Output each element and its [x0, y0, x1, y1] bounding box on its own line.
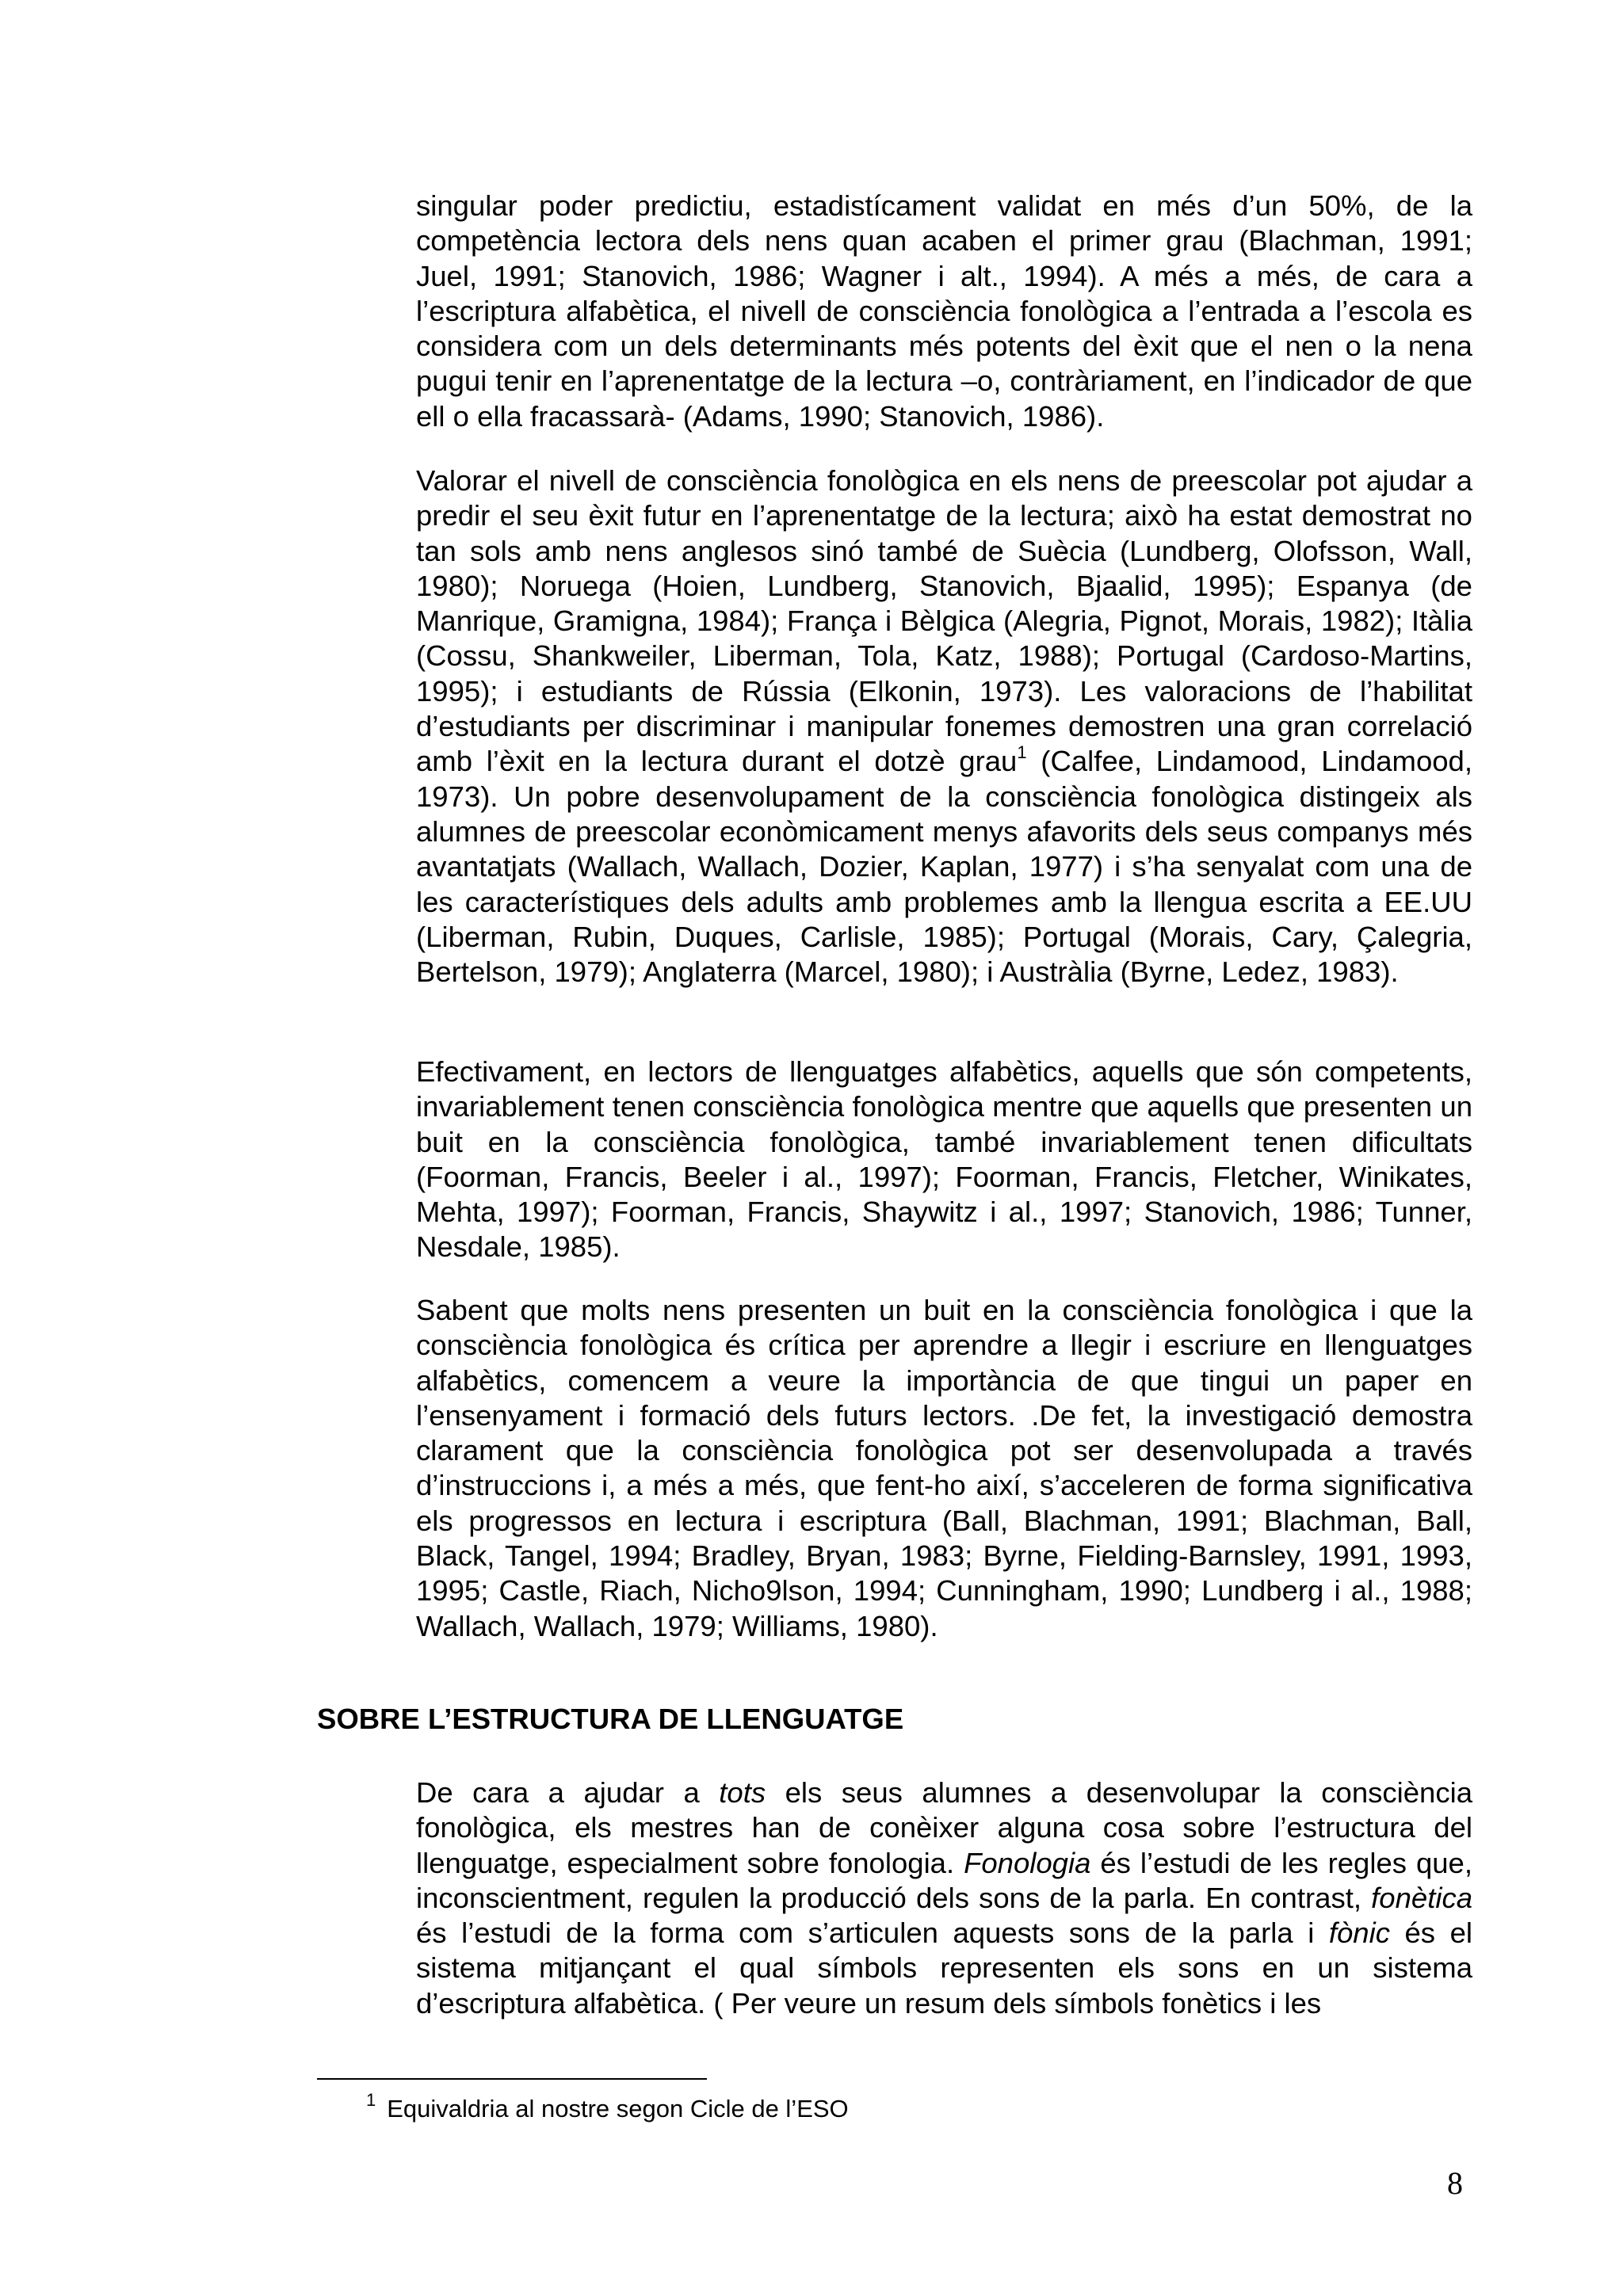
footnote-text: Equivaldria al nostre segon Cicle de l’ESO	[387, 2095, 849, 2122]
paragraph-5	[416, 1775, 1472, 2021]
paragraph-4: Sabent que molts nens presenten un buit en la consciència fonològica i que la consciència fonològica és crítica per aprendre a llegir i escriure en llenguatges alfabètics, comencem a veure la importància de que tingui un paper en l’ensenyament i formació dels futurs lectors. .De fet, la investigació demostra clarament que la consciència fonològica pot ser desenvolupada a través d’instruccions i, a més a més, que fent-ho així, s’acceleren de forma significativa els progressos en lectura i escriptura (Ball, Blachman, 1991; Blachman, Ball, Black, Tangel, 1994; Bradley, Bryan, 1983; Byrne, Fielding-Barnsley, 1991, 1993, 1995; Castle, Riach, Nicho9lson, 1994; Cunningham, 1990; Lundberg i al., 1988; Wallach, Wallach, 1979; Williams, 1980).	[416, 1294, 1472, 1642]
paragraph-1: singular poder predictiu, estadistícament validat en més d’un 50%, de la competència lectora dels nens quan acaben el primer grau (Blachman, 1991; Juel, 1991; Stanovich, 1986; Wagner i alt., 1994). A més a més, de cara a l’escriptura alfabètica, el nivell de consciència fonològica a l’entrada a l’escola es considera com un dels determinants més potents del èxit que el nen o la nena pugui tenir en l’aprenentatge de la lectura –o, contràriament, en l’indicador de que ell o ella fracassarà- (Adams, 1990; Stanovich, 1986).	[416, 189, 1472, 433]
emphasis-fonologia: Fonologia	[964, 1846, 1091, 1879]
paragraph-5-text-3: és l’estudi de les regles que, inconscientment, regulen la producció dels sons de la parla. En contrast,	[416, 1846, 1472, 1914]
emphasis-fonetica: fonètica	[1371, 1881, 1472, 1914]
paragraph-3: Efectivament, en lectors de llenguatges alfabètics, aquells que són competents, invariablement tenen consciència fonològica mentre que aquells que presenten un buit en la consciència fonològica, també invariablement tenen dificultats (Foorman, Francis, Beeler i al., 1997); Foorman, Francis, Fletcher, Winikates, Mehta, 1997); Foorman, Francis, Shaywitz i al., 1997; Stanovich, 1986; Tunner, Nesdale, 1985).	[416, 1055, 1472, 1264]
footnote-mark: 1	[366, 2090, 376, 2110]
paragraph-5-text-2: els seus alumnes a desenvolupar la consciència fonològica, els mestres han de conèixer alguna cosa sobre l’estructura del llenguatge, especialment sobre fonologia.	[416, 1776, 1472, 1879]
section-heading: SOBRE L’ESTRUCTURA DE LLENGUATGE	[317, 1703, 904, 1735]
footnote-reference: 1	[1017, 742, 1027, 763]
footnote	[366, 2090, 849, 2127]
emphasis-fonic: fònic	[1328, 1917, 1390, 1950]
footnote-separator	[317, 2078, 707, 2080]
emphasis-tots: tots	[719, 1776, 766, 1809]
paragraph-2	[416, 463, 1472, 990]
paragraph-5-text-4: és l’estudi de la forma com s’articulen aquests sons de la parla i	[416, 1917, 1329, 1950]
paragraph-2-text-b: (Calfee, Lindamood, Lindamood, 1973). Un pobre desenvolupament de la consciència fonològica distingeix als alumnes de preescolar econòmicament menys afavorits dels seus companys més avantatjats (Wallach, Wallach, Dozier, Kaplan, 1977) i s’ha senyalat com una de les característiques dels adults amb problemes amb la llengua escrita a EE.UU (Liberman, Rubin, Duques, Carlisle, 1985); Portugal (Morais, Cary, Çalegria, Bertelson, 1979); Anglaterra (Marcel, 1980); i Austràlia (Byrne, Ledez, 1983).	[416, 745, 1472, 989]
paragraph-2-text-a: Valorar el nivell de consciència fonològica en els nens de preescolar pot ajudar a predir el seu èxit futur en l’aprenentatge de la lectura; això ha estat demostrat no tan sols amb nens anglesos sinó també de Suècia (Lundberg, Olofsson, Wall, 1980); Noruega (Hoien, Lundberg, Stanovich, Bjaalid, 1995); Espanya (de Manrique, Gramigna, 1984); França i Bèlgica (Alegria, Pignot, Morais, 1982); Itàlia (Cossu, Shankweiler, Liberman, Tola, Katz, 1988); Portugal (Cardoso-Martins, 1995); i estudiants de Rússia (Elkonin, 1973). Les valoracions de l’habilitat d’estudiants per discriminar i manipular fonemes demostren una gran correlació amb l’èxit en la lectura durant el dotzè grau	[416, 464, 1472, 778]
paragraph-5-text-1: De cara a ajudar a	[416, 1776, 720, 1809]
paragraph-5-text-5: és el sistema mitjançant el qual símbols representen els sons en un sistema d’escriptura alfabètica. ( Per veure un resum dels símbols fonètics i les	[416, 1917, 1472, 2019]
page-number: 8	[1447, 2165, 1463, 2201]
